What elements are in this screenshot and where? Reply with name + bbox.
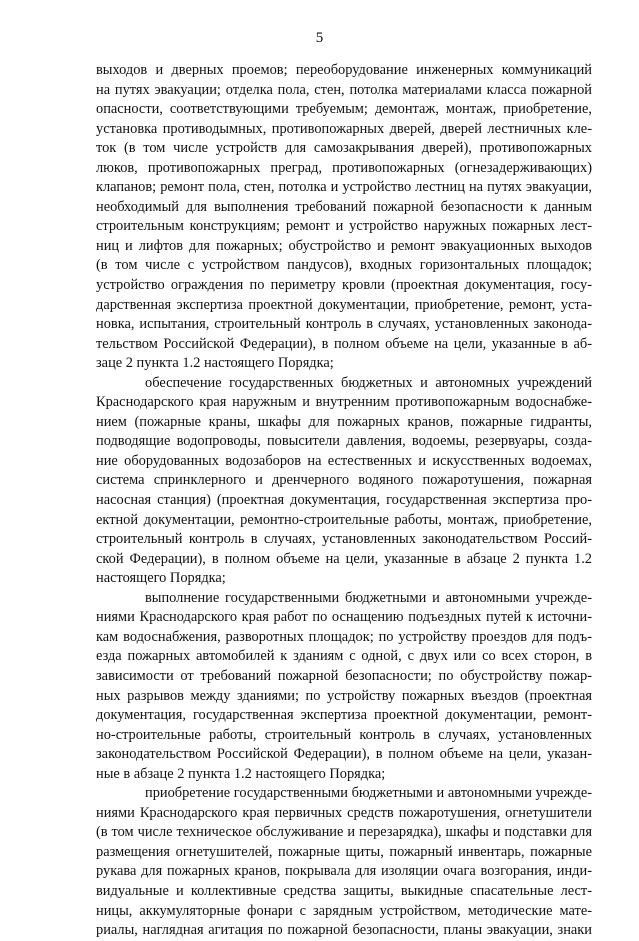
text-line: строительным конструкциям; ремонт и устройство наружных пожарных лест- — [96, 218, 592, 235]
text-line: ской Федерации), в полном объеме на цели, указанные в абзаце 2 пункта 1.2 — [96, 550, 592, 567]
text-line: настоящего Порядка; — [96, 570, 226, 587]
text-line: новка, испытания, строительный контроль в случаях, установленных законода- — [96, 316, 592, 333]
text-line: нием (пожарные краны, шкафы для пожарных кранов, пожарные гидранты, — [96, 413, 592, 430]
text-line: система спринклерного и дренчерного водяного пожаротушения, пожарная — [96, 472, 592, 489]
text-line: ниями Краснодарского края первичных средств пожаротушения, огнетушители — [96, 804, 592, 821]
text-line: строительный контроль в случаях, установленных законодательством Россий- — [96, 531, 592, 548]
text-line: установка противодымных, противопожарных дверей, дверей лестничных кле- — [96, 120, 592, 137]
text-line: люков, противопожарных преград, противопожарных (огнезадерживающих) — [96, 159, 592, 176]
text-line: клапанов; ремонт пола, стен, потолка и устройство лестниц на путях эвакуации, — [96, 179, 592, 196]
paragraph-first-line: выполнение государственными бюджетными и автономными учрежде- — [145, 589, 592, 606]
text-line: зависимости от требований пожарной безопасности; по обустройству пожар- — [96, 667, 592, 684]
text-line: размещения огнетушителей, пожарные щиты, пожарный инвентарь, пожарные — [96, 843, 592, 860]
text-line: на путях эвакуации; отделка пола, стен, потолка материалами класса пожарной — [96, 81, 592, 98]
paragraph-first-line: обеспечение государственных бюджетных и автономных учреждений — [145, 374, 592, 391]
text-line: выходов и дверных проемов; переоборудование инженерных коммуникаций — [96, 62, 592, 78]
text-line: ных разрывов между зданиями; по устройству пожарных въездов (проектная — [96, 687, 592, 704]
text-line: тельством Российской Федерации), в полном объеме на цели, указанные в аб- — [96, 335, 592, 352]
text-line: видуальные и коллективные средства защиты, выкидные спасательные лест- — [96, 882, 592, 899]
text-line: риалы, наглядная агитация по пожарной безопасности, планы эвакуации, знаки — [96, 922, 592, 939]
text-line: устройство ограждения по периметру кровли (проектная документация, госу- — [96, 277, 592, 294]
text-line: (в том числе с устройством пандусов), входных горизонтальных площадок; — [96, 257, 592, 274]
text-line: дарственная экспертиза проектной документации, приобретение, ремонт, уста- — [96, 296, 592, 313]
text-line: ницы, аккумуляторные фонари с зарядным устройством, методические мате- — [96, 902, 592, 919]
text-line: ные в абзаце 2 пункта 1.2 настоящего Порядка; — [96, 765, 386, 782]
text-line: ниц и лифтов для пожарных; обустройство и ремонт эвакуационных выходов — [96, 237, 592, 254]
text-line: заце 2 пункта 1.2 настоящего Порядка; — [96, 355, 334, 372]
text-line: ние оборудованных водозаборов на естественных и искусственных водоемах, — [96, 452, 592, 469]
text-line: необходимый для выполнения требований пожарной безопасности к данным — [96, 198, 592, 215]
text-line: документация, государственная экспертиза проектной документации, ремонт- — [96, 707, 592, 724]
text-line: опасности, соответствующими требуемым; демонтаж, монтаж, приобретение, — [96, 101, 592, 118]
text-line: ектной документации, ремонтно-строительные работы, монтаж, приобретение, — [96, 511, 592, 528]
text-line: Краснодарского края наружным и внутренним противопожарным водоснабже- — [96, 394, 592, 411]
text-line: ток (в том числе устройств для самозакрывания дверей), противопожарных — [96, 140, 592, 157]
text-line: езда пожарных автомобилей к зданиям с одной, с двух или со всех сторон, в — [96, 648, 592, 665]
text-line: ниями Краснодарского края работ по оснащению подъездных путей к источни- — [96, 609, 592, 626]
text-line: но-строительные работы, строительный контроль в случаях, установленных — [96, 726, 592, 743]
text-line: рукава для пожарных кранов, покрывала для изоляции очага возгорания, инди- — [96, 863, 592, 880]
text-line: кам водоснабжения, разворотных площадок; по устройству проездов для подъ- — [96, 628, 592, 645]
text-line: подводящие водопроводы, повысители давления, водоемы, резервуары, созда- — [96, 433, 592, 450]
text-line: (в том числе техническое обслуживание и перезарядка), шкафы и подставки для — [96, 824, 592, 841]
paragraph-first-line: приобретение государственными бюджетными и автономными учрежде- — [145, 785, 592, 802]
page-number: 5 — [315, 30, 324, 46]
text-line: насосная станция) (проектная документация, государственная экспертиза про- — [96, 492, 592, 509]
text-line: законодательством Российской Федерации), в полном объеме на цели, указан- — [96, 746, 592, 763]
body-text — [96, 61, 592, 941]
